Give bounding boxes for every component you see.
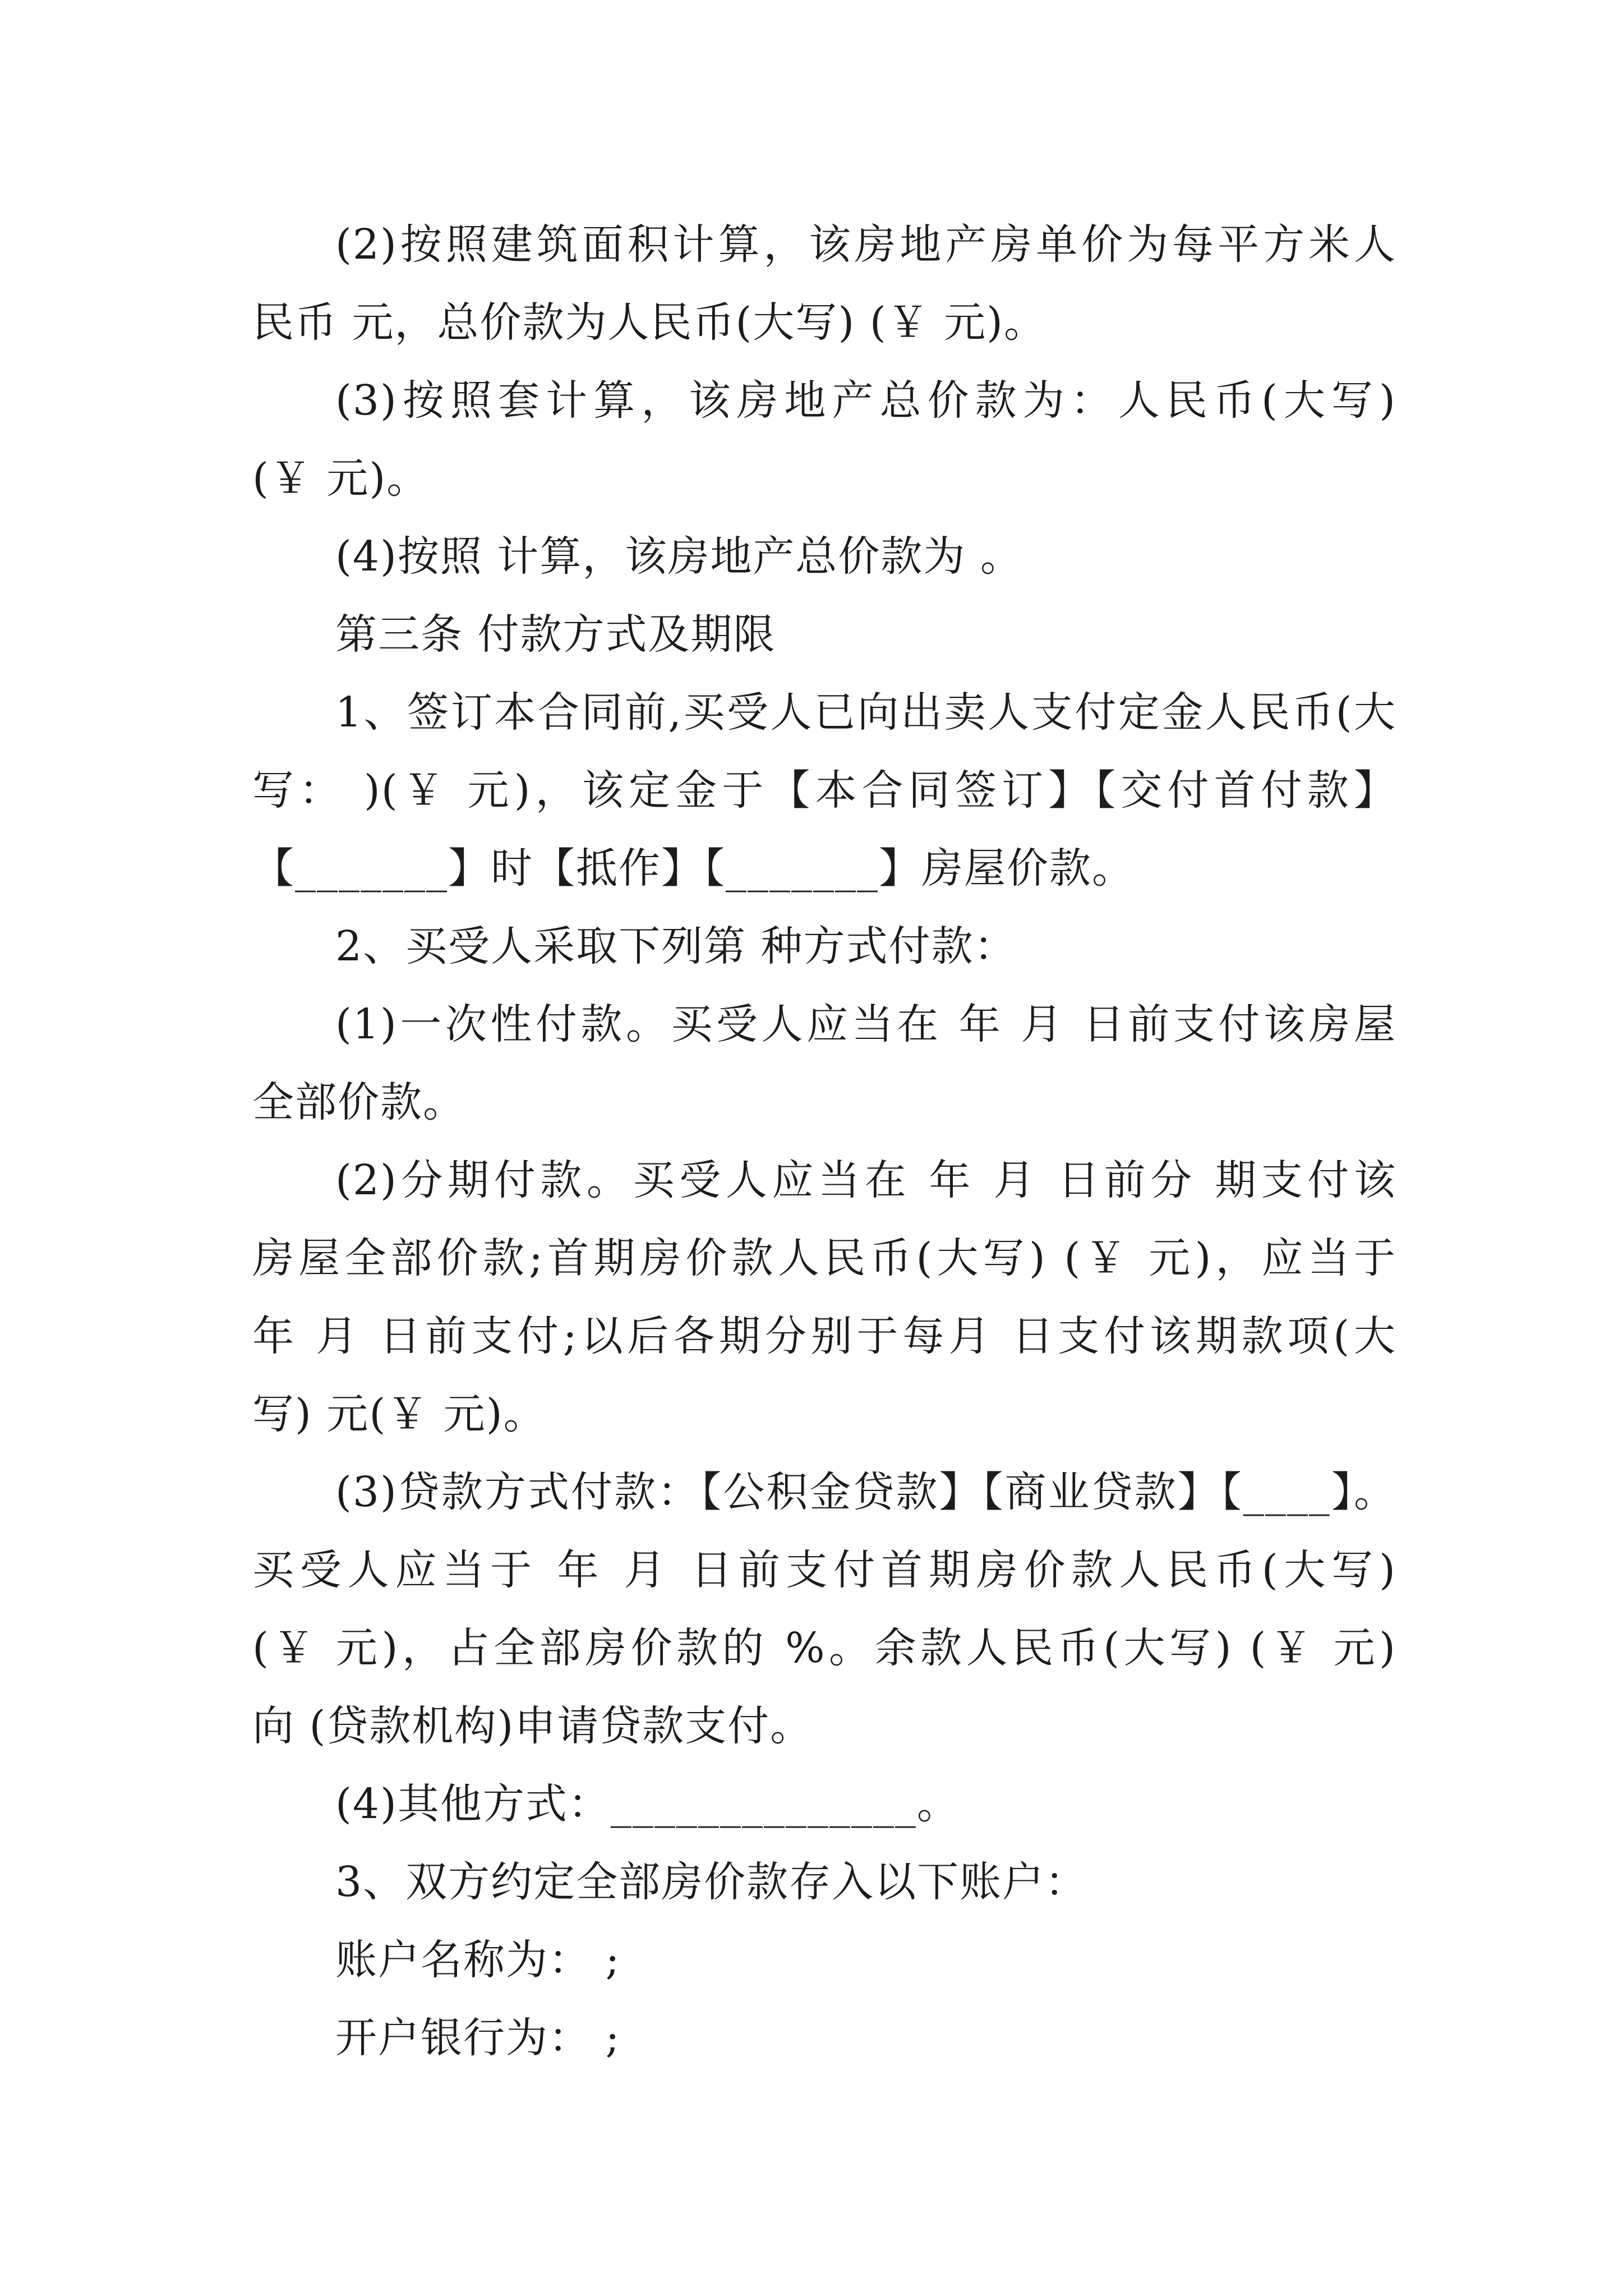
text-line: (4)其他方式：______________。 bbox=[335, 1780, 960, 1828]
text-line: 年 月 日前支付;以后各期分别于每月 日支付该期款项(大 bbox=[252, 1312, 1396, 1360]
text-line: (2)分期付款。买受人应当在 年 月 日前分 期支付该 bbox=[335, 1156, 1396, 1204]
text-line: 房屋全部价款;首期房价款人民币(大写) (￥ 元)，应当于 bbox=[252, 1234, 1396, 1282]
text-line: 民币 元，总价款为人民币(大写) (￥ 元)。 bbox=[252, 298, 1047, 347]
text-line: (￥ 元)。 bbox=[252, 454, 430, 503]
text-line: 2、买受人采取下列第 种方式付款： bbox=[335, 922, 1017, 970]
text-line: 向 (贷款机构)申请贷款支付。 bbox=[252, 1702, 813, 1750]
text-line: 写) 元(￥ 元)。 bbox=[252, 1390, 546, 1438]
text-line: 3、双方约定全部房价款存入以下账户： bbox=[335, 1858, 1088, 1906]
text-line: 账户名称为： ; bbox=[335, 1936, 621, 1984]
text-line: (3)按照套计算，该房地产总价款为：人民币(大写) bbox=[335, 376, 1396, 425]
text-line: 【_______】时【抵作】【_______】房屋价款。 bbox=[252, 844, 1135, 892]
text-line: (3)贷款方式付款：【公积金贷款】【商业贷款】【____】。 bbox=[335, 1468, 1396, 1516]
text-line: (2)按照建筑面积计算，该房地产房单价为每平方米人 bbox=[335, 220, 1396, 269]
text-line: 买受人应当于 年 月 日前支付首期房价款人民币(大写) bbox=[252, 1546, 1396, 1594]
section-heading: 第三条 付款方式及期限 bbox=[335, 610, 776, 659]
text-line: (1)一次性付款。买受人应当在 年 月 日前支付该房屋 bbox=[335, 1000, 1396, 1048]
text-line: 开户银行为： ; bbox=[335, 2014, 621, 2062]
text-line: 写： )(￥ 元)，该定金于【本合同签订】【交付首付款】 bbox=[252, 766, 1396, 815]
text-line: 全部价款。 bbox=[252, 1078, 465, 1126]
text-line: (￥ 元)，占全部房价款的 %。余款人民币(大写) (￥ 元) bbox=[252, 1624, 1396, 1672]
text-line: (4)按照 计算，该房地产总价款为 。 bbox=[335, 532, 1023, 581]
text-line: 1、签订本合同前,买受人已向出卖人支付定金人民币(大 bbox=[335, 688, 1396, 737]
